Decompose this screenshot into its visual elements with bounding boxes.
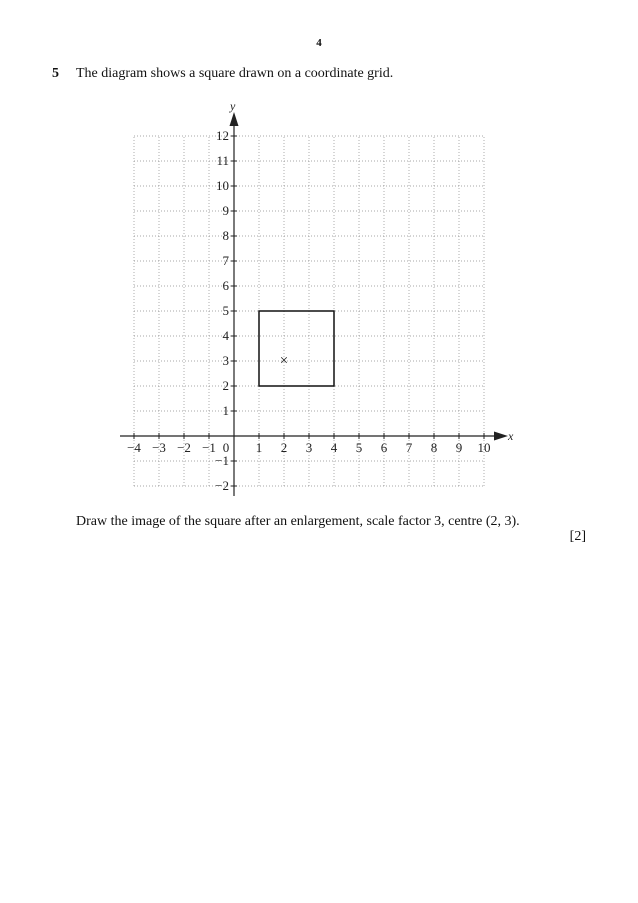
x-tick-label: 6: [380, 440, 388, 455]
y-tick-labels: [215, 128, 229, 493]
x-tick-label: 10: [477, 440, 491, 455]
x-tick-label: 7: [405, 440, 413, 455]
x-tick-label: 2: [280, 440, 288, 455]
marks-allocation: [2]: [569, 529, 586, 544]
question-instruction: Draw the image of the square after an enlargement, scale factor 3, centre (2, 3).: [76, 514, 520, 529]
square-shape: [259, 311, 334, 386]
y-tick-label: 10: [216, 178, 229, 193]
y-tick-label: 4: [222, 328, 229, 343]
x-axis-label: x: [508, 429, 514, 443]
y-tick-label: 12: [216, 128, 229, 143]
x-tick-label: 0: [222, 440, 230, 455]
y-tick-label: 9: [222, 203, 229, 218]
coordinate-grid-diagram: [112, 90, 522, 500]
y-tick-label: 7: [222, 253, 229, 268]
x-tick-label: 1: [255, 440, 263, 455]
x-tick-labels: [127, 440, 490, 455]
y-tick-label: −2: [215, 478, 229, 493]
x-axis-arrowhead: [494, 432, 508, 441]
y-axis-label: y: [230, 99, 236, 113]
x-tick-label: 9: [455, 440, 463, 455]
y-tick-label: 1: [222, 403, 229, 418]
x-tick-label: 5: [355, 440, 363, 455]
page-number: 4: [316, 37, 322, 49]
y-tick-label: 6: [222, 278, 229, 293]
y-axis: [230, 112, 239, 496]
y-tick-label: 11: [216, 153, 229, 168]
x-tick-label: −2: [177, 440, 191, 455]
x-tick-label: 3: [305, 440, 313, 455]
y-tick-label: 8: [222, 228, 229, 243]
question-number: 5: [52, 66, 59, 81]
x-tick-label: −1: [202, 440, 216, 455]
centre-cross-mark: ×: [279, 353, 289, 369]
y-axis-arrowhead: [230, 112, 239, 126]
x-tick-label: −4: [127, 440, 141, 455]
question-stem: The diagram shows a square drawn on a coordinate grid.: [76, 66, 394, 81]
y-tick-label: −1: [215, 453, 229, 468]
x-tick-label: −3: [152, 440, 166, 455]
y-tick-label: 5: [222, 303, 229, 318]
y-tick-label: 3: [222, 353, 229, 368]
x-tick-label: 4: [330, 440, 338, 455]
x-tick-label: 8: [430, 440, 438, 455]
y-tick-label: 2: [222, 378, 229, 393]
